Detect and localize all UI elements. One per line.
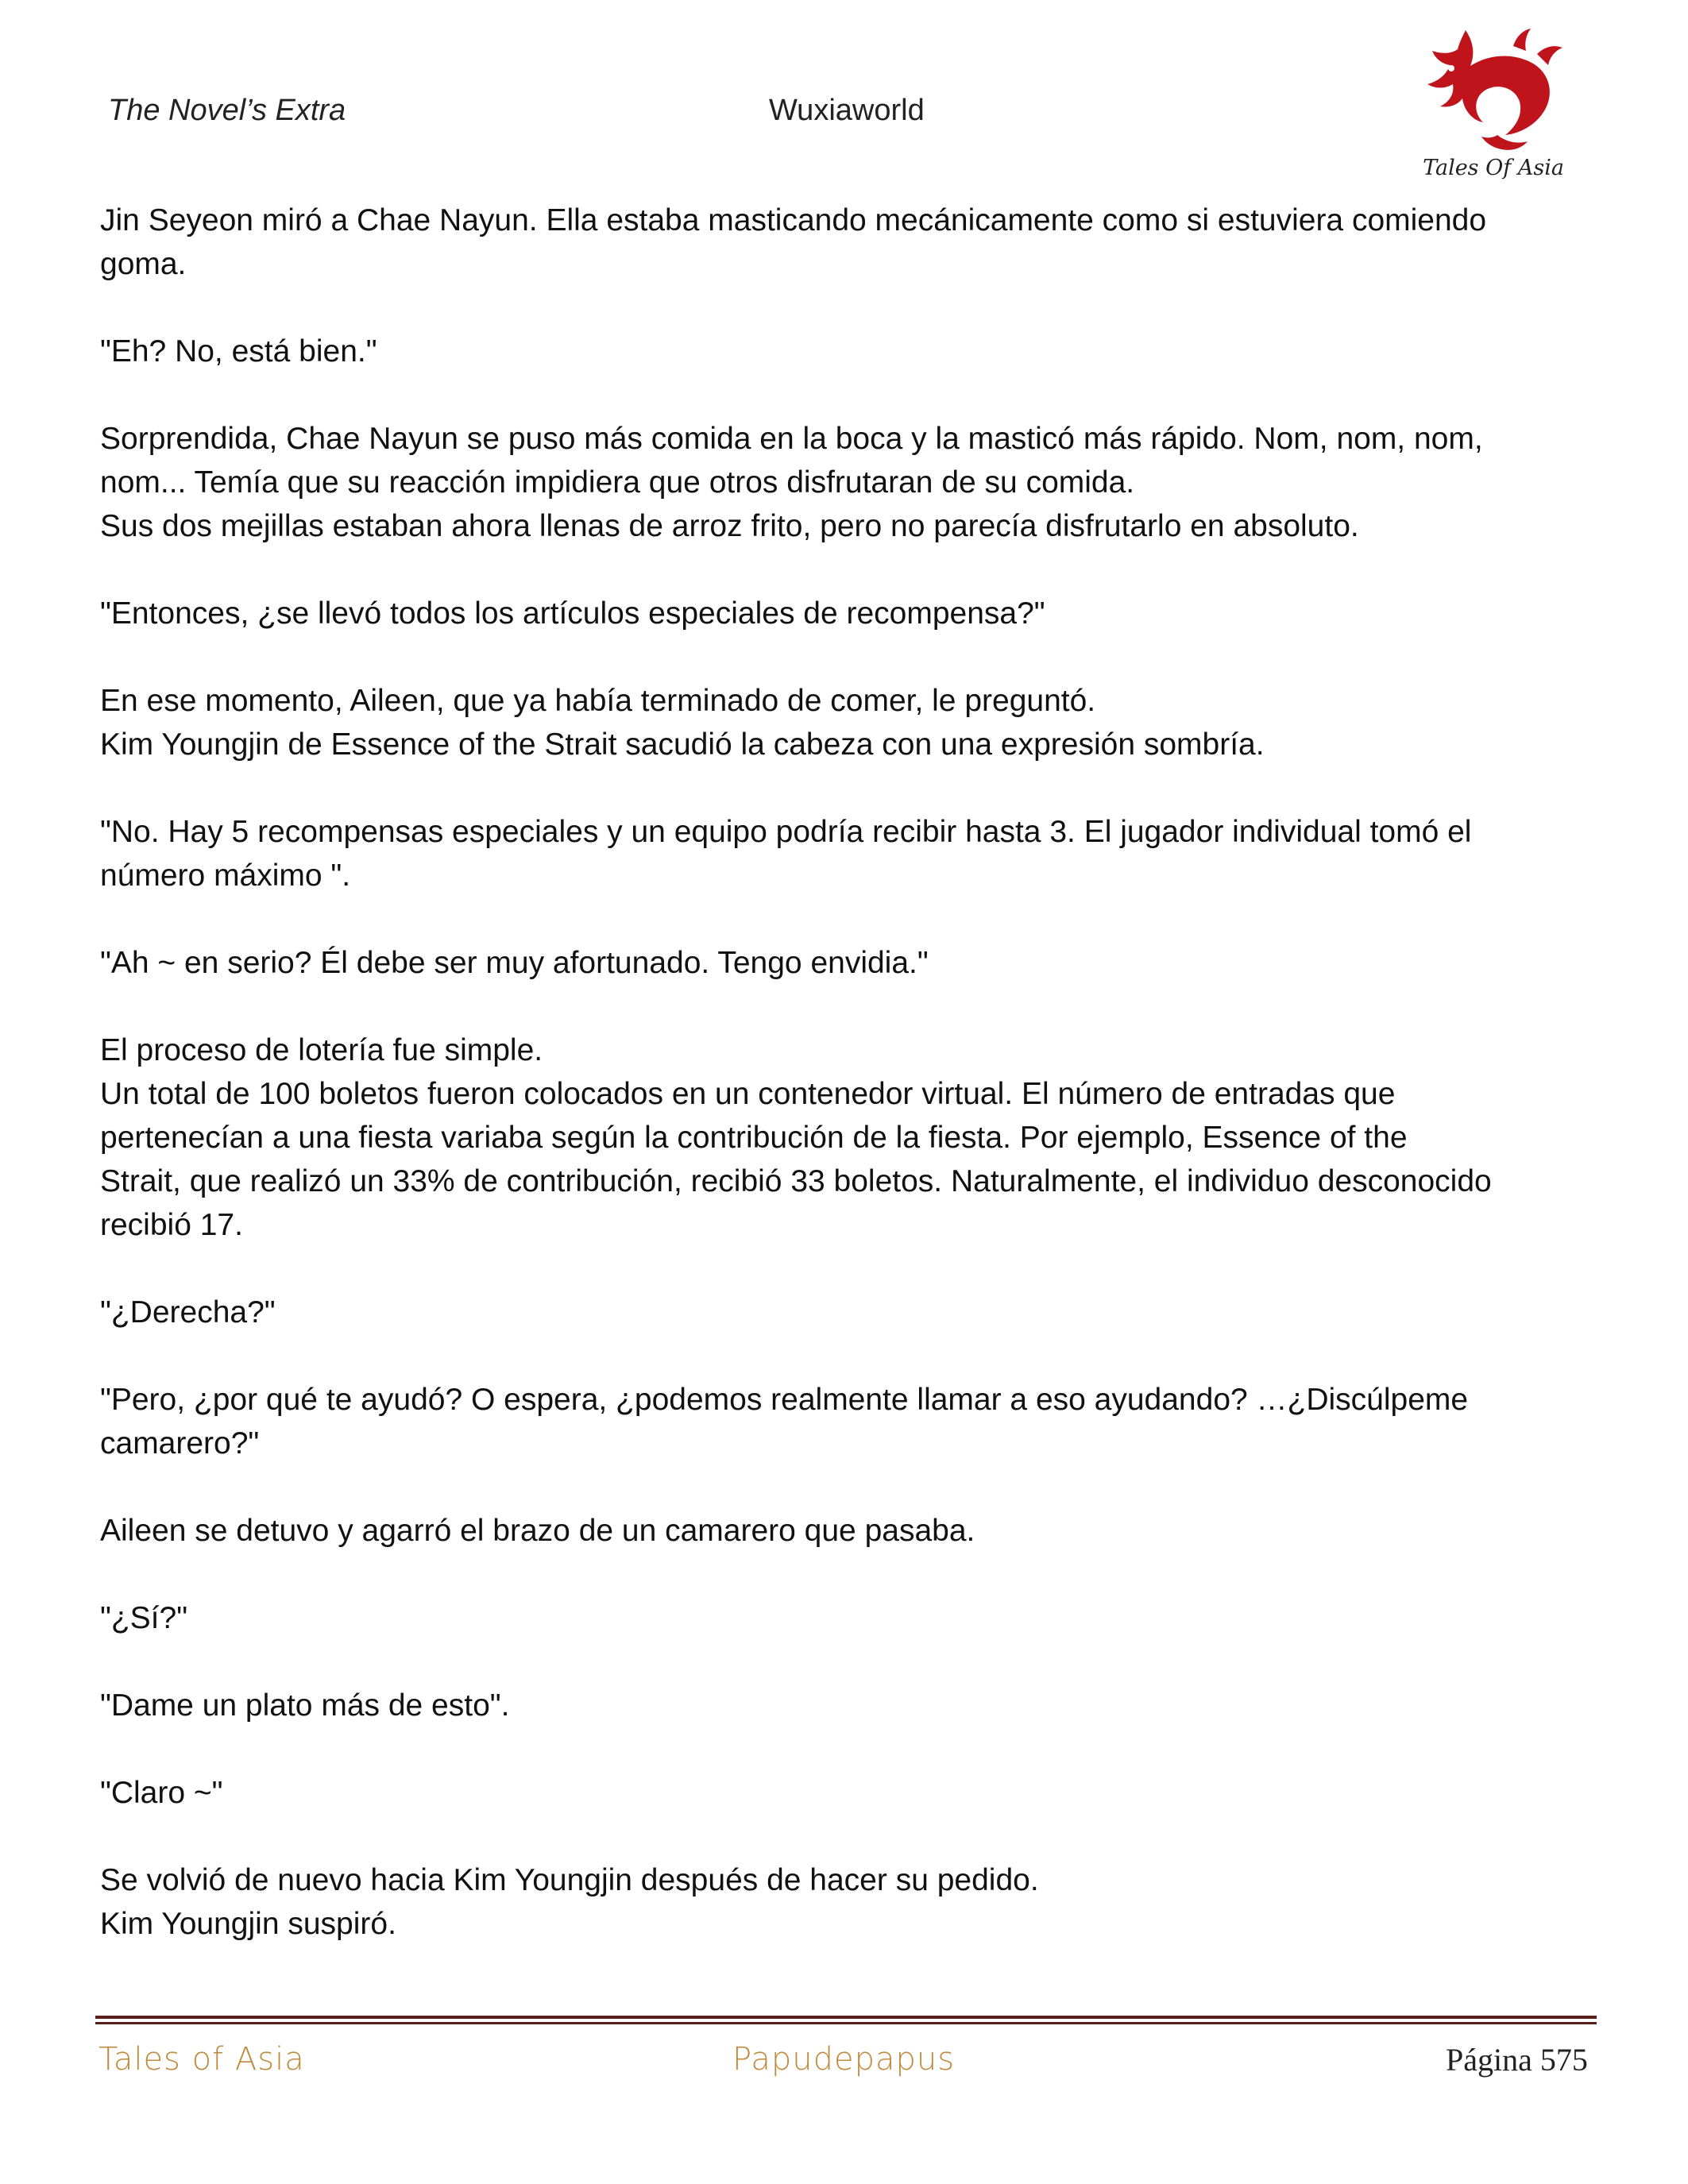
- red-dragon-logo-icon: [1418, 22, 1569, 157]
- text-line: goma.: [100, 247, 187, 281]
- paragraph: [100, 330, 1593, 373]
- text-line: camarero?": [100, 1426, 260, 1461]
- text-line: "Entonces, ¿se llevó todos los artículos especiales de recompensa?": [100, 596, 1045, 631]
- text-line: Sus dos mejillas estaban ahora llenas de arroz frito, pero no parecía disfrutarlo en absoluto.: [100, 509, 1359, 543]
- text-line: El proceso de lotería fue simple.: [100, 1033, 543, 1067]
- text-line: nom... Temía que su reacción impidiera que otros disfrutaran de su comida.: [100, 465, 1135, 500]
- page-number: Página 575: [1446, 2042, 1588, 2078]
- tales-of-asia-logo: [1418, 22, 1569, 189]
- text-line: "Eh? No, está bien.": [100, 334, 377, 369]
- text-line: Un total de 100 boletos fueron colocados en un contenedor virtual. El número de entradas que: [100, 1077, 1396, 1111]
- logo-text: Tales Of Asia: [1423, 156, 1564, 180]
- paragraph: [100, 810, 1593, 897]
- text-line: Jin Seyeon miró a Chae Nayun. Ella estaba masticando mecánicamente como si estuviera comiendo: [100, 203, 1487, 237]
- paragraph: [100, 941, 1593, 985]
- paragraph: [100, 592, 1593, 635]
- chapter-body: [100, 199, 1593, 1989]
- text-line: "Claro ~": [100, 1776, 223, 1810]
- text-line: "No. Hay 5 recompensas especiales y un equipo podría recibir hasta 3. El jugador individual tomó el: [100, 815, 1472, 849]
- site-name: Wuxiaworld: [769, 94, 925, 127]
- text-line: Aileen se detuvo y agarró el brazo de un camarero que pasaba.: [100, 1514, 975, 1548]
- paragraph: [100, 1771, 1593, 1815]
- text-line: "¿Derecha?": [100, 1295, 276, 1329]
- paragraph: [100, 1378, 1593, 1465]
- novel-title: The Novel’s Extra: [108, 94, 346, 127]
- paragraph: [100, 1858, 1593, 1946]
- text-line: Sorprendida, Chae Nayun se puso más comida en la boca y la masticó más rápido. Nom, nom, nom,: [100, 422, 1483, 456]
- paragraph: [100, 199, 1593, 286]
- text-line: recibió 17.: [100, 1208, 243, 1242]
- text-line: Se volvió de nuevo hacia Kim Youngjin después de hacer su pedido.: [100, 1863, 1039, 1897]
- text-line: pertenecían a una fiesta variaba según la contribución de la fiesta. Por ejemplo, Essence of the: [100, 1121, 1408, 1155]
- text-line: "Dame un plato más de esto".: [100, 1688, 510, 1723]
- page-header: [0, 0, 1688, 191]
- text-line: Kim Youngjin suspiró.: [100, 1907, 396, 1941]
- text-line: En ese momento, Aileen, que ya había terminado de comer, le preguntó.: [100, 684, 1096, 718]
- footer-center-text: Papudepapus: [732, 2041, 956, 2078]
- text-line: número máximo ".: [100, 859, 351, 893]
- paragraph: [100, 1509, 1593, 1553]
- text-line: Strait, que realizó un 33% de contribución, recibió 33 boletos. Naturalmente, el individuo desconocido: [100, 1164, 1492, 1198]
- paragraph: [100, 679, 1593, 766]
- paragraph: [100, 417, 1593, 548]
- text-line: Kim Youngjin de Essence of the Strait sacudió la cabeza con una expresión sombría.: [100, 727, 1265, 762]
- paragraph: [100, 1596, 1593, 1640]
- text-line: "Pero, ¿por qué te ayudó? O espera, ¿podemos realmente llamar a eso ayudando? …¿Discúlpeme: [100, 1383, 1469, 1417]
- paragraph: [100, 1291, 1593, 1334]
- text-line: "¿Sí?": [100, 1601, 188, 1635]
- footer-rule: [95, 2016, 1597, 2027]
- footer-left-text: Tales of Asia: [98, 2041, 305, 2078]
- text-line: "Ah ~ en serio? Él debe ser muy afortunado. Tengo envidia.": [100, 946, 929, 980]
- paragraph: [100, 1028, 1593, 1247]
- paragraph: [100, 1684, 1593, 1727]
